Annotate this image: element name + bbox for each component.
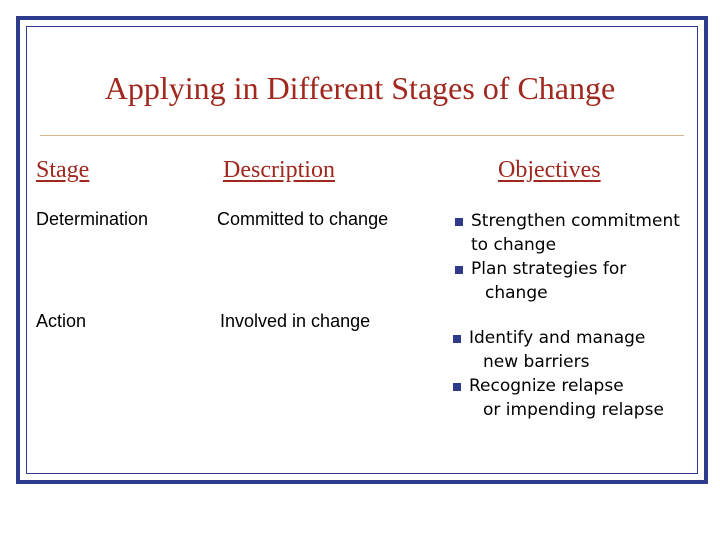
title-divider bbox=[40, 135, 684, 136]
objective-line: to change bbox=[471, 235, 557, 255]
row-determination-stage: Determination bbox=[36, 209, 149, 229]
objective-item bbox=[455, 257, 680, 305]
objective-line: new barriers bbox=[483, 352, 590, 372]
objective-item bbox=[455, 209, 680, 257]
objective-line: change bbox=[485, 283, 548, 303]
column-header-description: Description bbox=[223, 157, 335, 183]
column-header-stage: Stage bbox=[36, 157, 90, 183]
column-header-objectives: Objectives bbox=[498, 157, 601, 183]
row-determination-description: Committed to change bbox=[217, 209, 389, 229]
objective-line: Plan strategies for bbox=[471, 259, 627, 279]
square-bullet-icon bbox=[455, 218, 463, 226]
row-action-stage: Action bbox=[36, 311, 87, 331]
objective-line: Strengthen commitment bbox=[471, 211, 680, 231]
objective-line: Identify and manage bbox=[469, 328, 646, 348]
objective-line: Recognize relapse bbox=[469, 376, 624, 396]
objective-line: or impending relapse bbox=[483, 400, 664, 420]
square-bullet-icon bbox=[455, 266, 463, 274]
objective-item bbox=[453, 326, 664, 374]
square-bullet-icon bbox=[453, 383, 461, 391]
row-action-description: Involved in change bbox=[220, 311, 371, 331]
objective-item bbox=[453, 374, 664, 422]
row-determination-objectives bbox=[455, 209, 680, 305]
square-bullet-icon bbox=[453, 335, 461, 343]
row-action-objectives bbox=[453, 326, 664, 422]
slide-title: Applying in Different Stages of Change bbox=[104, 70, 616, 106]
